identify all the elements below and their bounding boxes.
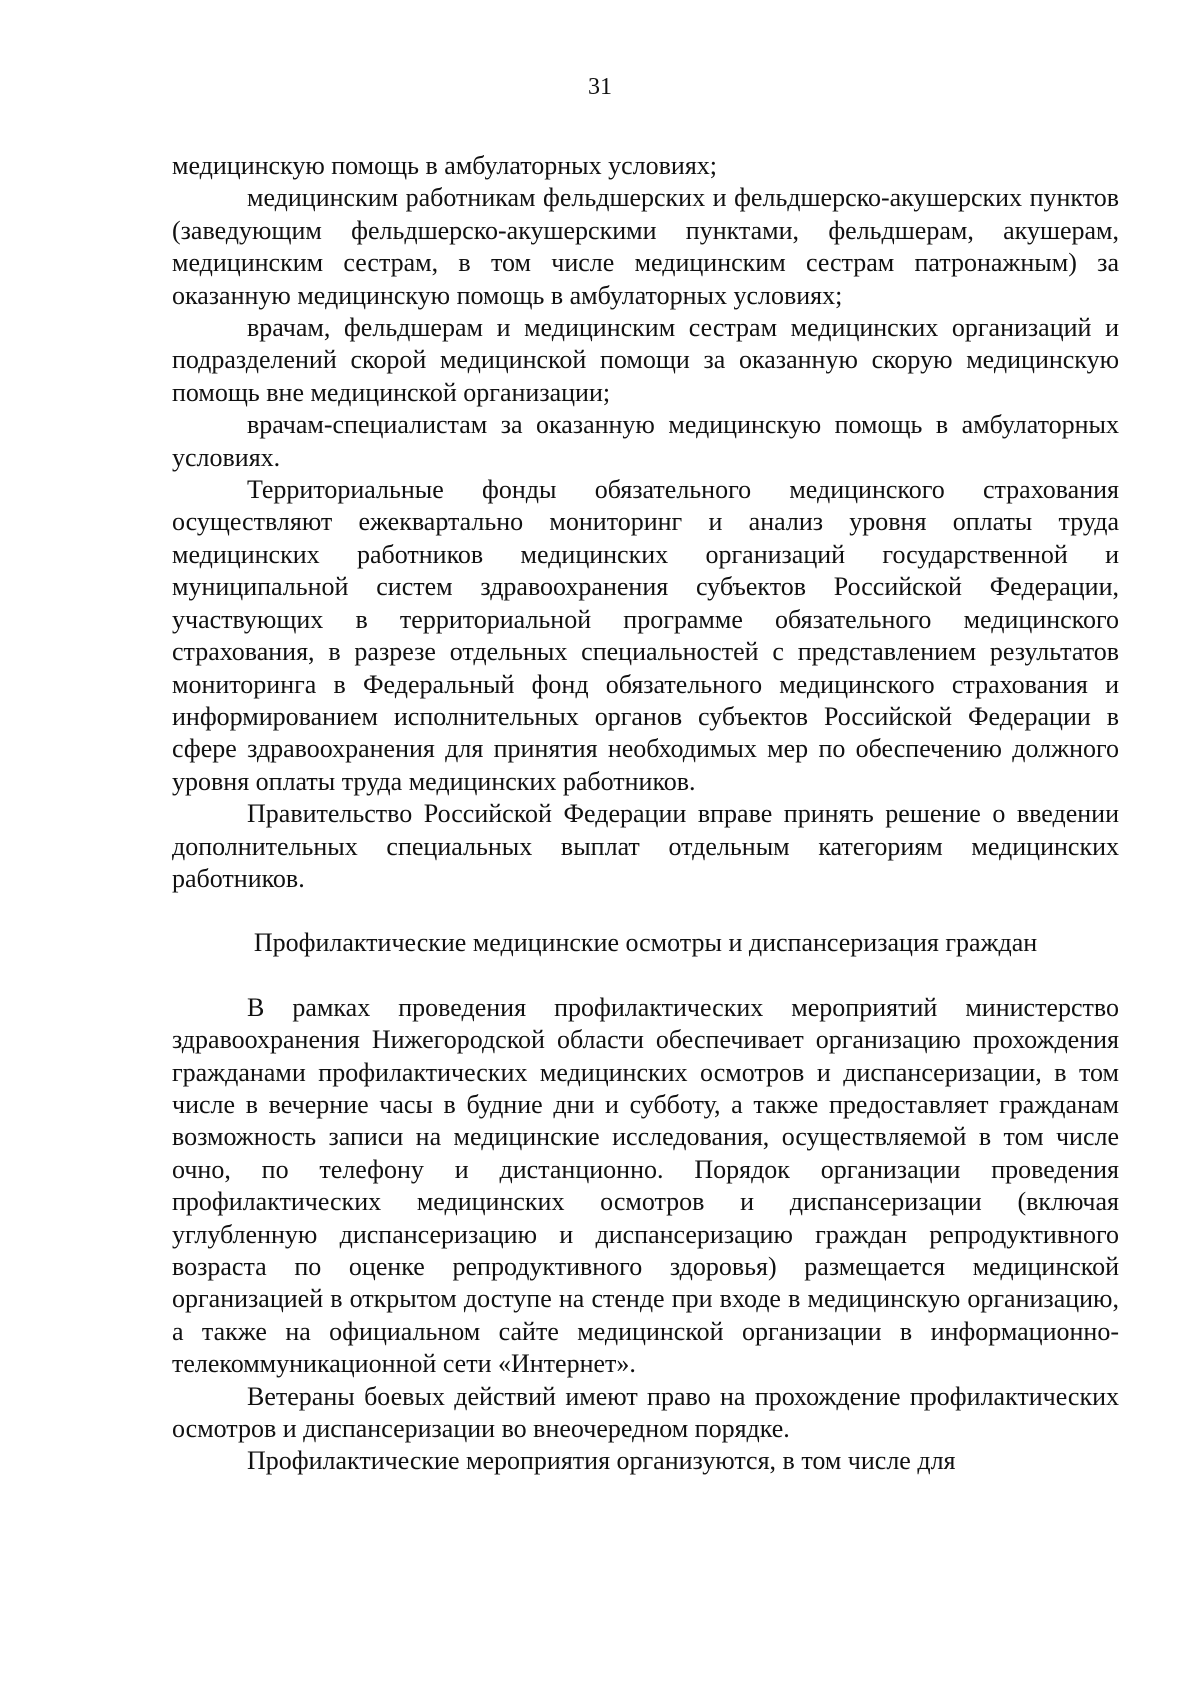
document-body [172,150,1119,1478]
paragraph-continuation: медицинскую помощь в амбулаторных условиях; [172,151,718,180]
paragraph: Ветераны боевых действий имеют право на прохождение профилактических осмотров и диспансеризации во внеочередном порядке. [172,1381,1119,1444]
paragraph: медицинским работникам фельдшерских и фельдшерско-акушерских пунктов (заведующим фельдшерско-акушерскими пунктами, фельдшерам, акушерам, медицинским сестрам, в том числе медицинским сестрам патронажным) за оказанную медицинскую помощь в амбулаторных условиях; [172,183,1119,310]
paragraph: Профилактические мероприятия организуются, в том числе для [247,1446,956,1476]
paragraph: Территориальные фонды обязательного медицинского страхования осуществляют ежеквартально мониторинг и анализ уровня оплаты труда медицинских работников медицинских организаций государственной и муниципальной систем здравоохранения субъектов Российской Федерации, участвующих в территориальной программе обязательного медицинского страхования, в разрезе отдельных специальностей с представлением результатов мониторинга в Федеральный фонд обязательного медицинского страхования и информированием исполнительных органов субъектов Российской Федерации в сфере здравоохранения для принятия необходимых мер по обеспечению должного уровня оплаты труда медицинских работников. [172,475,1119,796]
paragraph: врачам, фельдшерам и медицинским сестрам медицинских организаций и подразделений скорой медицинской помощи за оказанную скорую медицинскую помощь вне медицинской организации; [172,313,1119,407]
section-heading: Профилактические медицинские осмотры и диспансеризация граждан [253,928,1038,958]
paragraph: В рамках проведения профилактических мероприятий министерство здравоохранения Нижегородской области обеспечивает организацию прохождения гражданами профилактических медицинских осмотров и диспансеризации, в том числе в вечерние часы в будние дни и субботу, а также предоставляет гражданам возможность записи на медицинские исследования, осуществляемой в том числе очно, по телефону и дистанционно. Порядок организации проведения профилактических медицинских осмотров и диспансеризации (включая углубленную диспансеризацию и диспансеризацию граждан репродуктивного возраста по оценке репродуктивного здоровья) размещается медицинской организацией в открытом доступе на стенде при входе в медицинскую организацию, а также на официальном сайте медицинской организации в информационно-телекоммуникационной сети «Интернет». [172,992,1119,1379]
page-number: 31 [588,74,612,100]
paragraph: Правительство Российской Федерации вправе принять решение о введении дополнительных специальных выплат отдельным категориям медицинских работников. [172,799,1119,893]
paragraph: врачам-специалистам за оказанную медицинскую помощь в амбулаторных условиях. [172,410,1119,472]
